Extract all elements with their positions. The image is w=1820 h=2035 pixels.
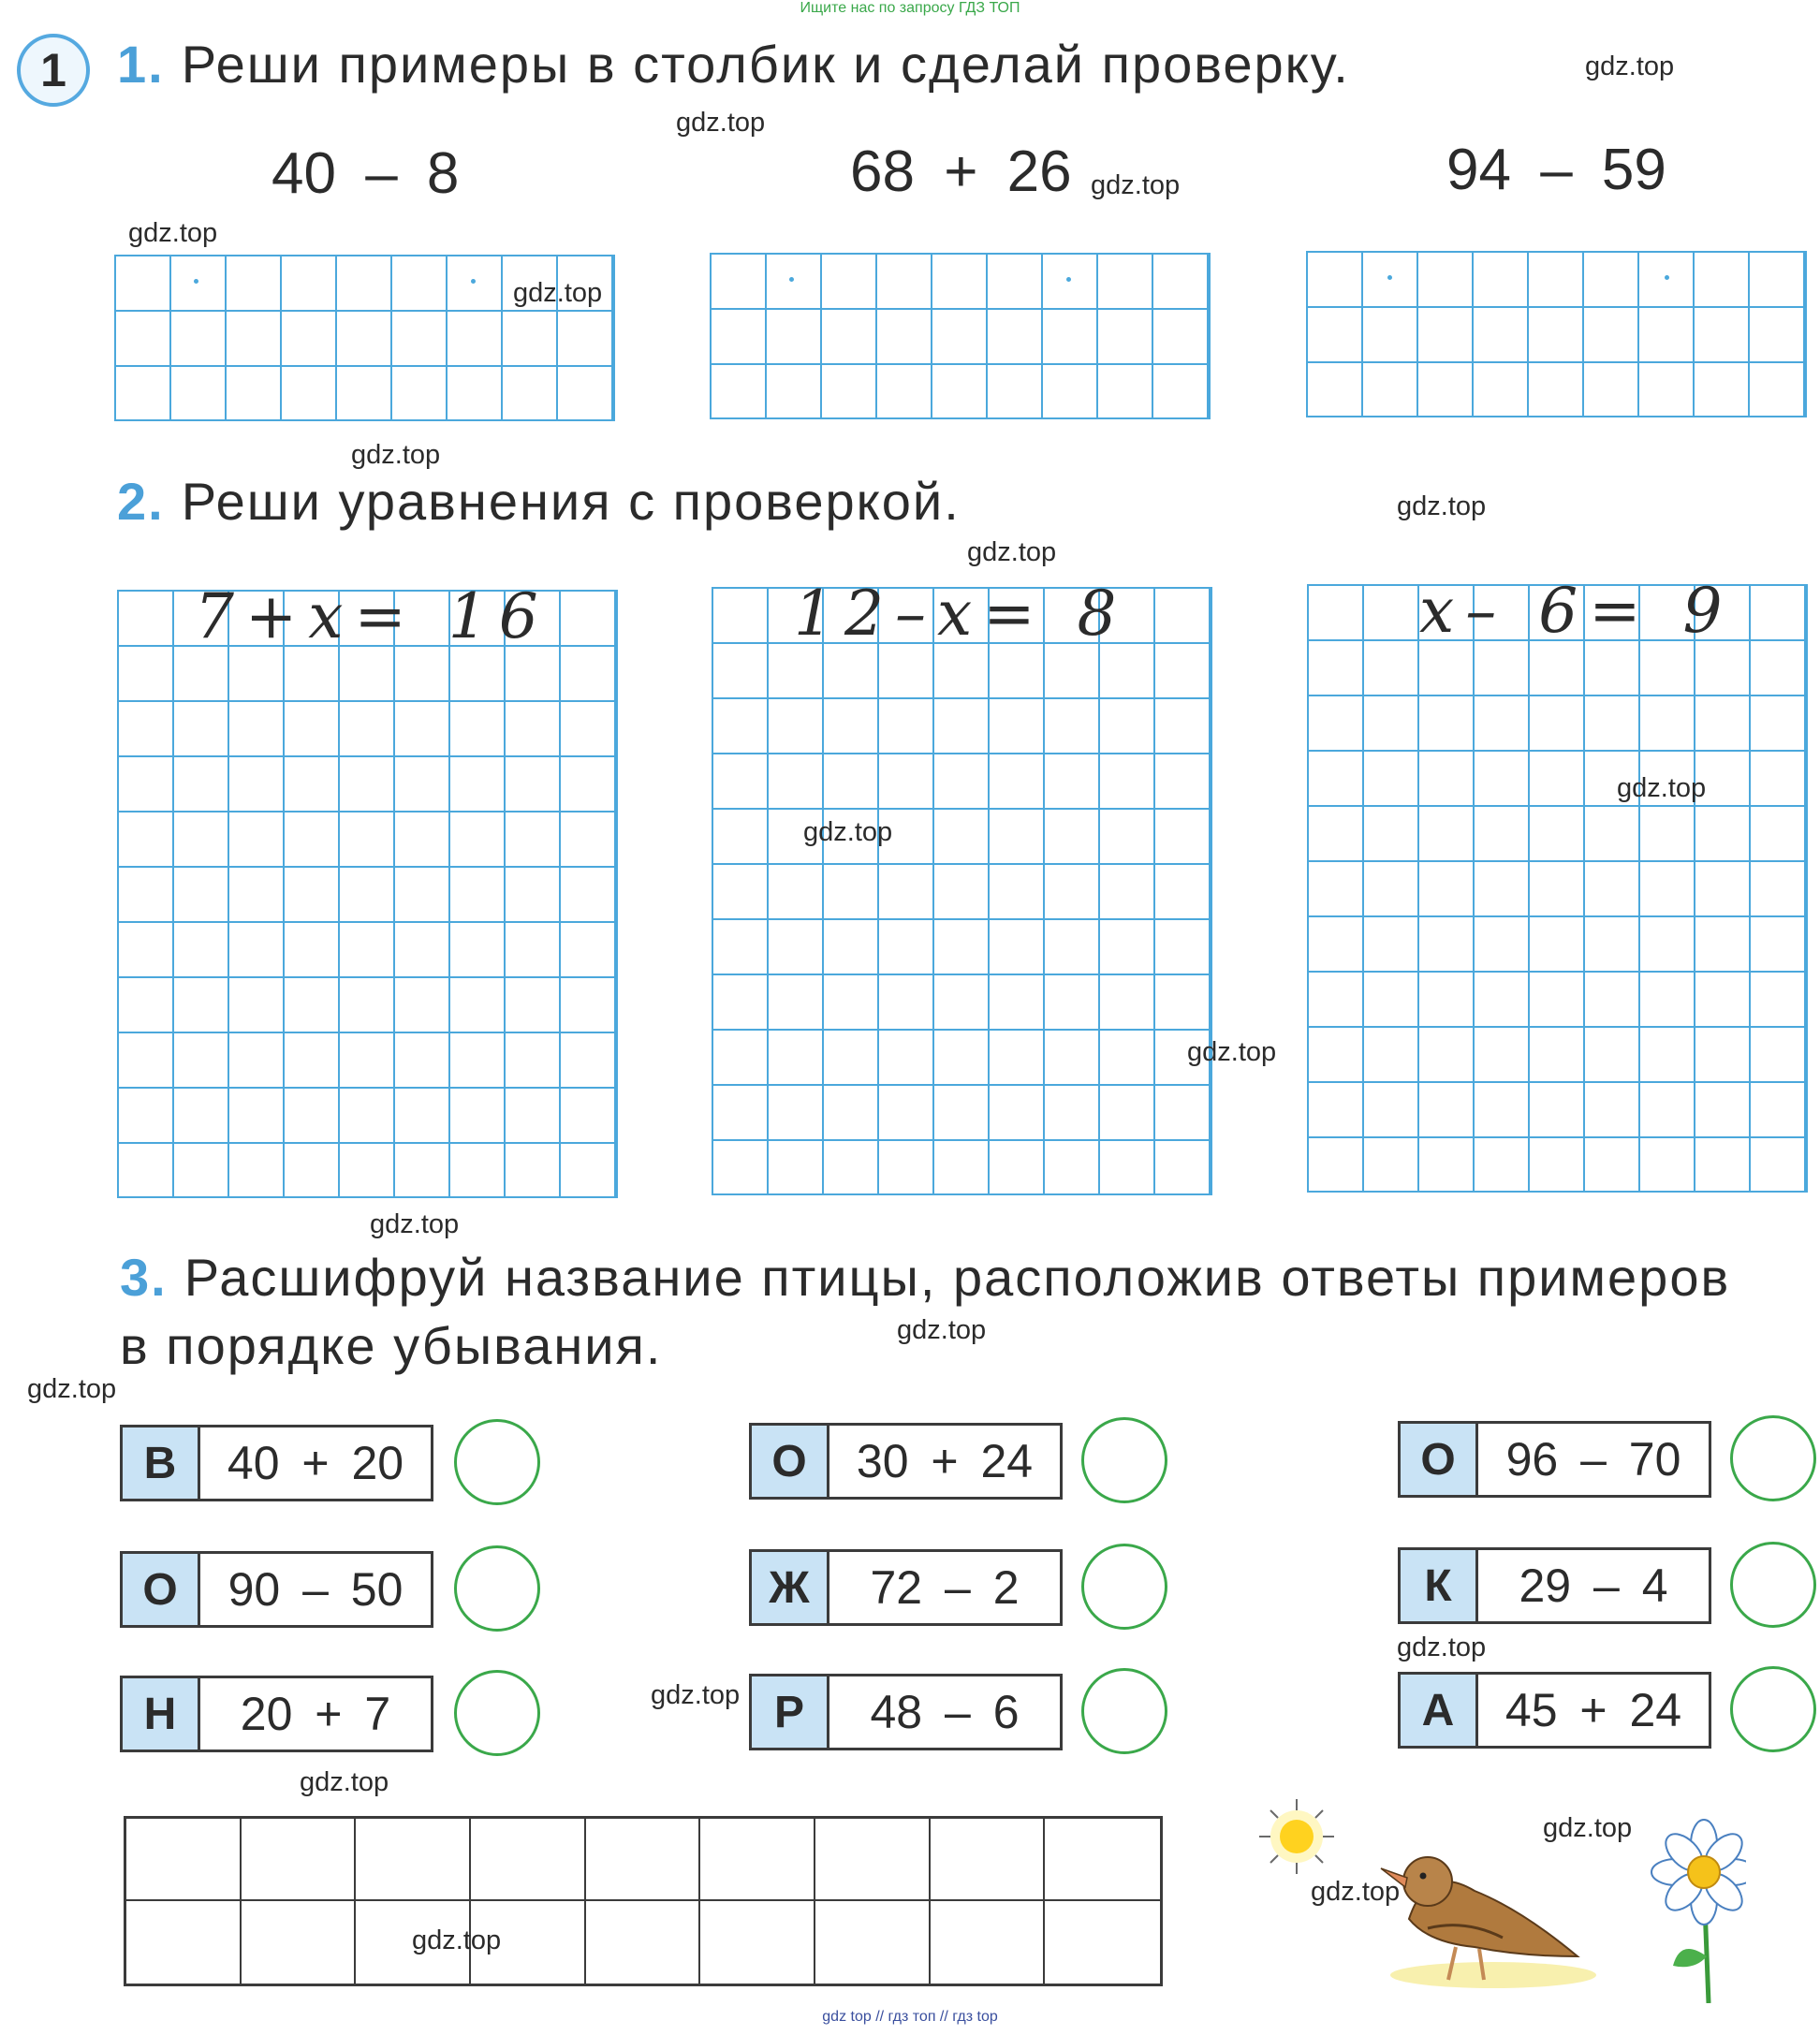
grid-dot [194, 279, 198, 284]
watermark: gdz.top [1585, 51, 1675, 81]
watermark: gdz.top [1397, 1632, 1487, 1662]
card-letter: О [752, 1426, 829, 1497]
task1-example-3: 94 – 59 [1446, 138, 1666, 202]
example-card [120, 1676, 433, 1752]
watermark: gdz.top [897, 1315, 987, 1345]
watermark: gdz.top [513, 278, 603, 308]
watermark: gdz.top [1091, 170, 1181, 200]
task2-text: Реши уравнения с проверкой. [181, 472, 961, 531]
task1-grid-2[interactable] [710, 253, 1211, 419]
card-expression: 45 + 24 [1504, 1684, 1682, 1736]
grid-dot [471, 279, 476, 284]
card-letter: О [1401, 1424, 1478, 1495]
example-card [749, 1549, 1063, 1626]
task2-grid-1[interactable] [117, 590, 618, 1198]
task2-equation-2: 12–x= 8 [794, 578, 1128, 650]
answer-table[interactable] [124, 1816, 1163, 1986]
card-letter: К [1401, 1550, 1478, 1621]
watermark: gdz.top [412, 1925, 502, 1955]
task2-number: 2. [117, 472, 165, 531]
example-card [1398, 1672, 1711, 1749]
task1-heading [117, 34, 1350, 95]
card-letter: А [1401, 1675, 1478, 1746]
answer-circle[interactable] [1730, 1542, 1816, 1628]
task1-example-2: 68 + 26 [850, 139, 1072, 204]
watermark: gdz.top [300, 1767, 389, 1797]
watermark: gdz.top [351, 440, 441, 470]
bottom-note: gdz top // гдз топ // гдз top [822, 2009, 998, 2025]
answer-circle[interactable] [1081, 1417, 1167, 1503]
card-expression: 90 – 50 [228, 1563, 404, 1616]
example-card [749, 1674, 1063, 1750]
flower-icon [1651, 1820, 1746, 2003]
task2-heading [117, 471, 961, 532]
watermark: gdz.top [27, 1374, 117, 1404]
card-expression: 72 – 2 [870, 1561, 1020, 1614]
answer-circle[interactable] [454, 1545, 540, 1632]
card-expression: 20 + 7 [240, 1688, 391, 1740]
card-expression: 40 + 20 [227, 1437, 404, 1489]
task1-example-1: 40 – 8 [272, 141, 460, 206]
grid-dot [789, 277, 794, 282]
card-letter: Р [752, 1676, 829, 1748]
watermark: gdz.top [1543, 1813, 1633, 1843]
answer-circle[interactable] [454, 1670, 540, 1756]
task2-grid-3[interactable] [1307, 584, 1808, 1193]
card-letter: Ж [752, 1552, 829, 1623]
lesson-number-badge: 1 [17, 34, 90, 107]
card-expression: 96 – 70 [1505, 1433, 1681, 1486]
watermark: gdz.top [803, 817, 893, 847]
watermark: gdz.top [128, 218, 218, 248]
task3-heading-line1 [120, 1247, 1730, 1308]
task1-number: 1. [117, 35, 165, 94]
example-card [1398, 1421, 1711, 1498]
watermark: gdz.top [967, 537, 1057, 567]
task2-equation-1: 7+x= 16 [195, 580, 550, 652]
card-letter: Н [123, 1678, 200, 1750]
watermark: gdz.top [1617, 773, 1707, 803]
task3-number: 3. [120, 1248, 168, 1307]
card-letter: В [123, 1427, 200, 1499]
grid-dot [1066, 277, 1071, 282]
example-card [749, 1423, 1063, 1500]
task3-heading-line2: в порядке убывания. [120, 1316, 663, 1375]
card-expression: 29 – 4 [1519, 1559, 1668, 1612]
watermark: gdz.top [1187, 1037, 1277, 1067]
watermark: gdz.top [1397, 491, 1487, 521]
task3-text-line1: Расшифруй название птицы, расположив ответы примеров [183, 1248, 1731, 1307]
grid-dot [1387, 275, 1392, 280]
card-expression: 30 + 24 [856, 1435, 1034, 1487]
card-expression: 48 – 6 [870, 1686, 1020, 1738]
bird-icon [1381, 1857, 1596, 1988]
watermark: gdz.top [1311, 1877, 1401, 1907]
watermark: gdz.top [676, 108, 766, 138]
task2-grid-2[interactable] [712, 587, 1212, 1195]
card-letter: О [123, 1554, 200, 1625]
search-hint: Ищите нас по запросу ГДЗ ТОП [800, 0, 1020, 16]
answer-circle[interactable] [454, 1419, 540, 1505]
sun-icon [1259, 1799, 1334, 1874]
answer-circle[interactable] [1730, 1666, 1816, 1752]
example-card [1398, 1547, 1711, 1624]
task1-text: Реши примеры в столбик и сделай проверку. [181, 35, 1350, 94]
answer-circle[interactable] [1081, 1668, 1167, 1754]
answer-circle[interactable] [1081, 1544, 1167, 1630]
watermark: gdz.top [651, 1680, 741, 1710]
answer-circle[interactable] [1730, 1415, 1816, 1501]
task1-grid-3[interactable] [1306, 251, 1807, 417]
example-card [120, 1425, 433, 1501]
watermark: gdz.top [370, 1209, 460, 1239]
grid-dot [1665, 275, 1669, 280]
example-card [120, 1551, 433, 1628]
task2-equation-3: x– 6= 9 [1419, 575, 1734, 647]
